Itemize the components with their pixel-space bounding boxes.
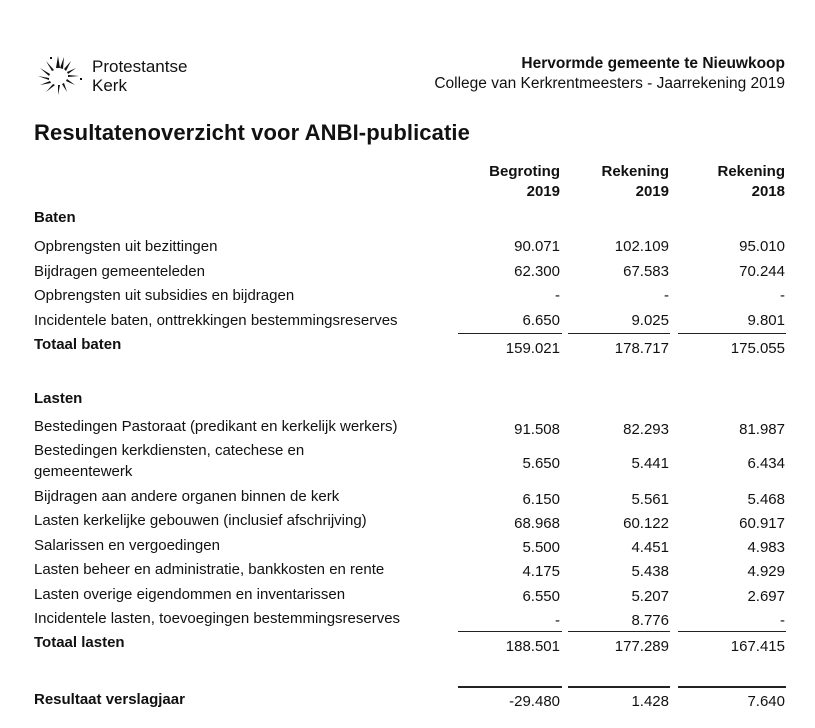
- column-header-line1: Begroting: [489, 163, 560, 180]
- column-header-line1: Rekening: [601, 163, 669, 180]
- value-begroting-2019: 6.150: [522, 491, 560, 508]
- result-rekening-2018: 7.640: [747, 693, 785, 710]
- value-rekening-2019: 67.583: [623, 263, 669, 280]
- total-label: Totaal baten: [34, 336, 122, 353]
- section-heading: Lasten: [34, 390, 83, 407]
- value-rekening-2018: -: [780, 287, 785, 304]
- total-rekening-2018: 175.055: [730, 340, 785, 357]
- value-begroting-2019: 62.300: [514, 263, 560, 280]
- value-rekening-2018: 4.929: [747, 563, 785, 580]
- subtotal-line: [568, 631, 670, 632]
- church-logo: [34, 54, 244, 98]
- column-header-line1: Rekening: [717, 163, 785, 180]
- value-rekening-2019: 5.207: [631, 588, 669, 605]
- value-rekening-2019: 5.438: [631, 563, 669, 580]
- row-label: Bestedingen Pastoraat (predikant en kerkelijk werkers): [34, 418, 398, 435]
- row-label: Bestedingen kerkdiensten, catechese en: [34, 442, 305, 459]
- column-header-rekening-2019: [601, 162, 669, 202]
- value-rekening-2018: 2.697: [747, 588, 785, 605]
- row-label: Salarissen en vergoedingen: [34, 537, 220, 554]
- value-begroting-2019: 6.550: [522, 588, 560, 605]
- row-label: Lasten kerkelijke gebouwen (inclusief afschrijving): [34, 512, 367, 529]
- value-begroting-2019: -: [555, 612, 560, 629]
- value-begroting-2019: 90.071: [514, 238, 560, 255]
- section-heading: Baten: [34, 209, 76, 226]
- document-subtitle: College van Kerkrentmeesters - Jaarrekening 2019: [434, 75, 785, 92]
- column-header-rekening-2018: [717, 162, 785, 202]
- total-rekening-2019: 178.717: [614, 340, 669, 357]
- row-label: Opbrengsten uit subsidies en bijdragen: [34, 287, 295, 304]
- value-rekening-2019: 60.122: [623, 515, 669, 532]
- total-rekening-2018: 167.415: [730, 638, 785, 655]
- value-rekening-2019: 8.776: [631, 612, 669, 629]
- total-label: Totaal lasten: [34, 634, 125, 651]
- result-rekening-2019: 1.428: [631, 693, 669, 710]
- column-header-begroting-2019: [489, 162, 560, 202]
- row-label: Opbrengsten uit bezittingen: [34, 238, 218, 255]
- value-rekening-2019: 5.441: [631, 455, 669, 472]
- value-rekening-2019: 5.561: [631, 491, 669, 508]
- result-begroting-2019: -29.480: [509, 693, 560, 710]
- total-begroting-2019: 159.021: [505, 340, 560, 357]
- column-header-line2: 2019: [635, 183, 669, 200]
- value-rekening-2019: -: [664, 287, 669, 304]
- row-label: Incidentele lasten, toevoegingen bestemmingsreserves: [34, 610, 401, 627]
- total-rekening-2019: 177.289: [614, 638, 669, 655]
- value-rekening-2019: 102.109: [614, 238, 669, 255]
- page-title: Resultatenoverzicht voor ANBI-publicatie: [34, 120, 470, 145]
- row-label: Incidentele baten, onttrekkingen bestemmingsreserves: [34, 312, 398, 329]
- result-line: [678, 686, 786, 688]
- value-begroting-2019: -: [555, 287, 560, 304]
- value-rekening-2018: 70.244: [739, 263, 785, 280]
- subtotal-line: [678, 333, 786, 334]
- column-header-line2: 2018: [751, 183, 785, 200]
- rose-window-icon: [34, 54, 86, 98]
- value-begroting-2019: 5.650: [522, 455, 560, 472]
- value-begroting-2019: 6.650: [522, 312, 560, 329]
- value-rekening-2019: 9.025: [631, 312, 669, 329]
- logo-text-line2: Kerk: [92, 76, 127, 95]
- row-label: Bijdragen aan andere organen binnen de kerk: [34, 488, 340, 505]
- value-rekening-2018: -: [780, 612, 785, 629]
- row-label-continued: gemeentewerk: [34, 463, 133, 480]
- value-rekening-2018: 60.917: [739, 515, 785, 532]
- result-line: [568, 686, 670, 688]
- total-begroting-2019: 188.501: [505, 638, 560, 655]
- row-label: Bijdragen gemeenteleden: [34, 263, 205, 280]
- organization-name: Hervormde gemeente te Nieuwkoop: [521, 55, 785, 72]
- value-rekening-2018: 4.983: [747, 539, 785, 556]
- value-rekening-2018: 6.434: [747, 455, 785, 472]
- subtotal-line: [678, 631, 786, 632]
- result-label: Resultaat verslagjaar: [34, 691, 185, 708]
- value-begroting-2019: 91.508: [514, 421, 560, 438]
- row-label: Lasten beheer en administratie, bankkosten en rente: [34, 561, 385, 578]
- value-rekening-2018: 5.468: [747, 491, 785, 508]
- row-label: Lasten overige eigendommen en inventarissen: [34, 586, 346, 603]
- value-rekening-2019: 82.293: [623, 421, 669, 438]
- result-line: [458, 686, 562, 688]
- value-rekening-2018: 95.010: [739, 238, 785, 255]
- subtotal-line: [568, 333, 670, 334]
- value-rekening-2019: 4.451: [631, 539, 669, 556]
- column-header-line2: 2019: [526, 183, 560, 200]
- value-begroting-2019: 5.500: [522, 539, 560, 556]
- subtotal-line: [458, 631, 562, 632]
- subtotal-line: [458, 333, 562, 334]
- value-begroting-2019: 68.968: [514, 515, 560, 532]
- logo-text-line1: Protestantse: [92, 57, 188, 76]
- value-rekening-2018: 9.801: [747, 312, 785, 329]
- value-begroting-2019: 4.175: [522, 563, 560, 580]
- document-header: [434, 54, 785, 94]
- value-rekening-2018: 81.987: [739, 421, 785, 438]
